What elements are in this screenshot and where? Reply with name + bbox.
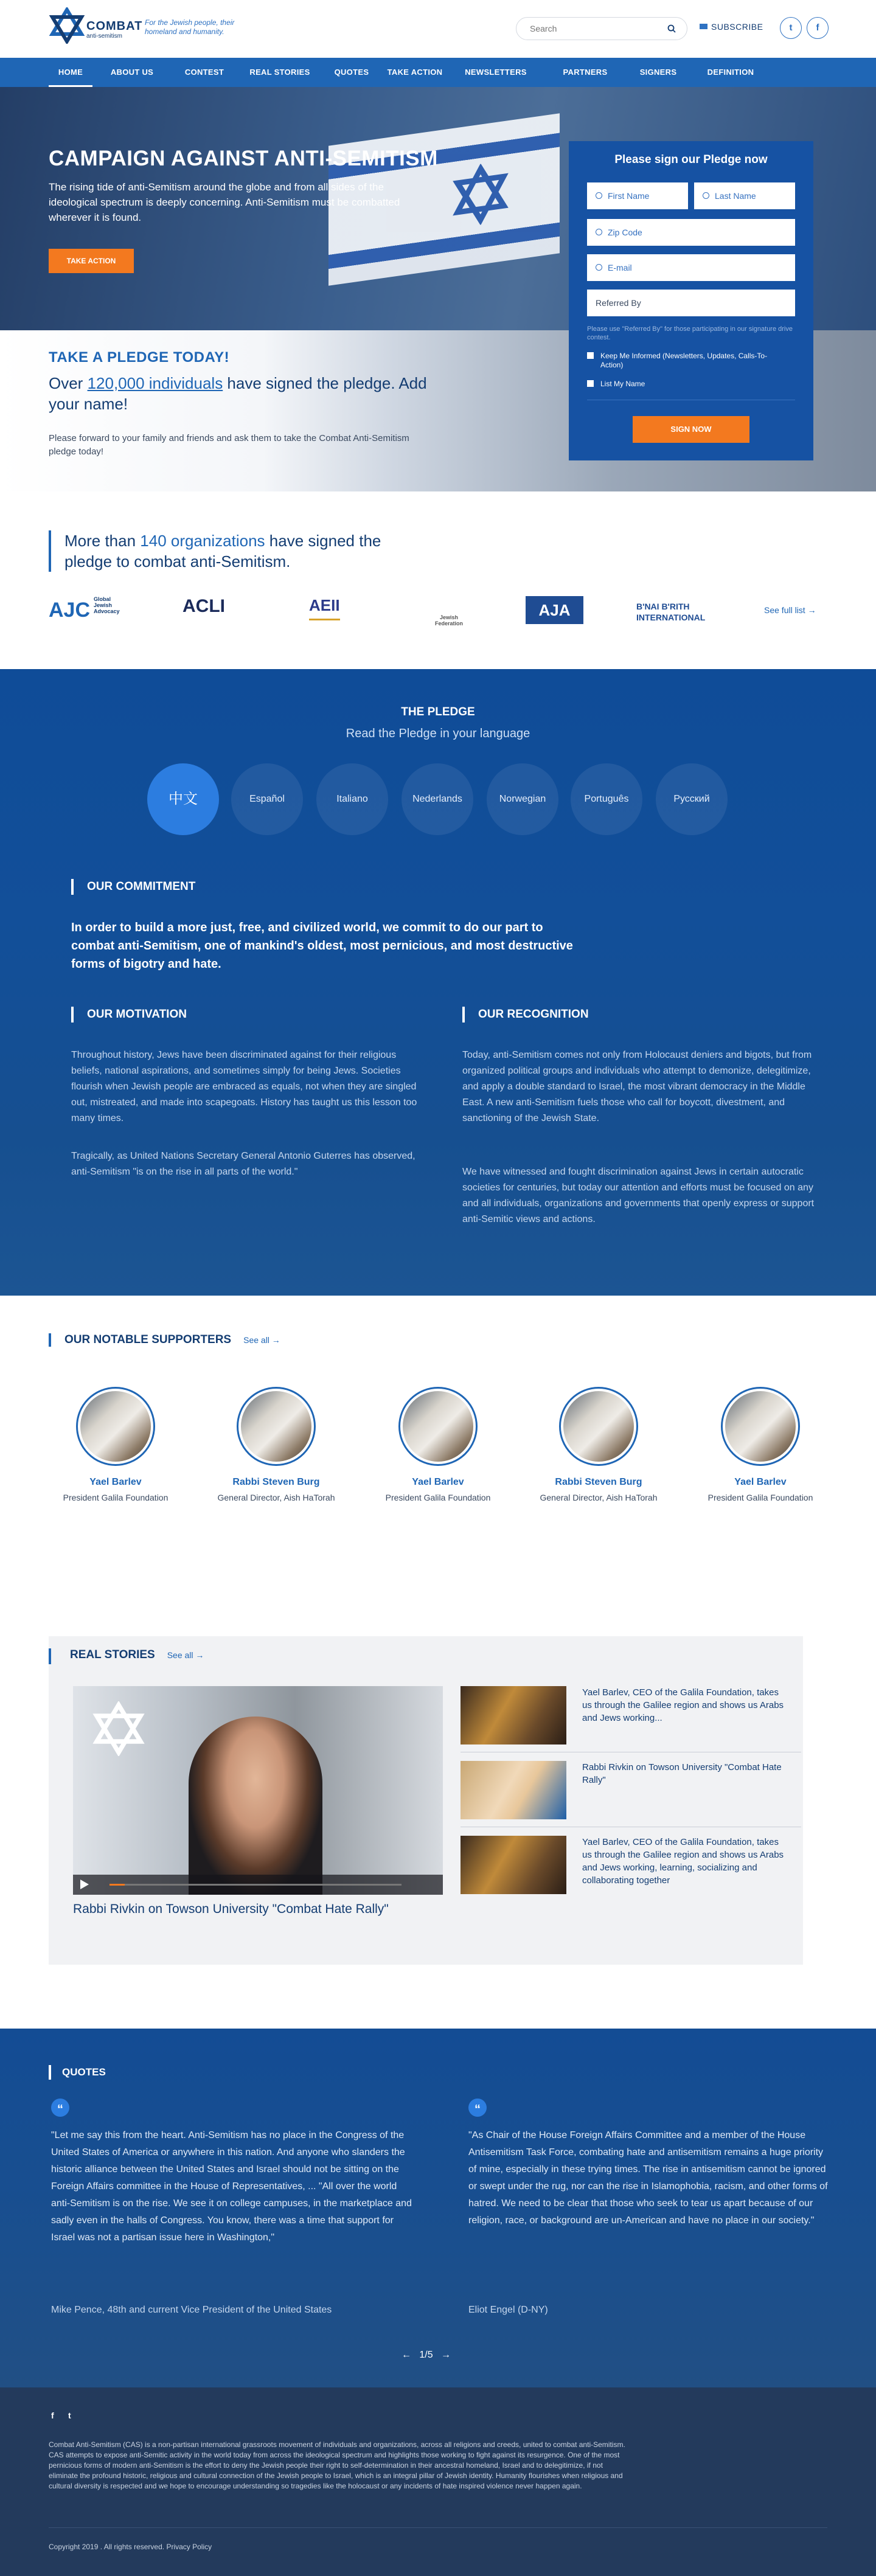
logo-word-combat: COMBAT	[86, 19, 143, 33]
org-logo-acli[interactable]: ACLI	[182, 596, 225, 616]
stories-see-all-link[interactable]: See all →	[167, 1650, 204, 1660]
supporter-name: Yael Barlev	[734, 1477, 787, 1487]
first-name-placeholder: First Name	[608, 191, 650, 201]
supporter-photo	[398, 1387, 478, 1466]
motivation-text-1: Throughout history, Jews have been discriminated against for their religious beliefs, national aspirations, and sometimes simply for being Jews. Societies flourish when Jewish people are embraced as equals, not when they are singled out, mistreated, and made into scapegoats. History has taught us this lesson too many times.	[71, 1050, 417, 1123]
hero-title: CAMPAIGN AGAINST ANTI-SEMITISM	[49, 147, 438, 170]
pager-label: 1/5	[419, 2350, 433, 2360]
video-progress-bar[interactable]	[109, 1884, 401, 1886]
supporter-role: President Galila Foundation	[707, 1493, 813, 1502]
orgs-heading	[49, 530, 426, 572]
user-icon	[703, 192, 709, 199]
quote-author: Mike Pence, 48th and current Vice President of the United States	[51, 2305, 332, 2315]
facebook-icon[interactable]: f	[807, 17, 829, 39]
star-of-david-icon	[49, 7, 85, 44]
see-all-label: See all	[243, 1335, 269, 1345]
lang-spanish[interactable]: Español	[231, 763, 303, 835]
referred-placeholder: Referred By	[596, 298, 641, 308]
last-name-field[interactable]	[694, 182, 795, 209]
forward-text: Please forward to your family and friends and ask them to take the Combat Anti-Semitism pledge today!	[49, 433, 409, 457]
top-header	[0, 0, 876, 58]
signed-pre: Over	[49, 374, 88, 392]
form-title: Please sign our Pledge now	[614, 153, 768, 166]
nav-signers[interactable]: SIGNERS	[639, 68, 677, 77]
org-logo-ajc-text: AJC	[49, 599, 91, 622]
pledge-title: THE PLEDGE	[401, 706, 475, 718]
twitter-icon[interactable]: t	[780, 17, 802, 39]
footer-about: Combat Anti-Semitism (CAS) is a non-partisan international grassroots movement of individuals and organizations, across all religions and creeds, united to combat anti-Semitism. CAS attempts to expose anti-Semitic activity in the world today from across the ideological spectrum and highlights those working to fight against its resurgence. One of the most pernicious forms of modern anti-Semitism is the effort to deny the Jewish people their right to self-determination in their ancestral homeland, Israel and to delegitimize, if not eliminate the profound historic, religious and cultural connection of the Jewish people to Israel, which is an integral pillar of Jewish identity. Humanity flourishes when religious and cultural diversity is respected and we hope to encourage understanding so tragedies like the holocaust or any incidents of hate inspired violence never happen again.	[49, 2440, 625, 2490]
supporter-role: President Galila Foundation	[63, 1493, 169, 1502]
flag-star-icon	[450, 160, 511, 229]
org-logo-federation[interactable]	[426, 596, 472, 627]
facebook-icon[interactable]: f	[51, 2411, 54, 2420]
search-icon[interactable]	[667, 24, 676, 33]
site-footer	[0, 2387, 876, 2576]
story-video-player[interactable]	[73, 1686, 443, 1895]
zip-placeholder: Zip Code	[608, 227, 642, 237]
supporter-name: Yael Barlev	[412, 1477, 464, 1487]
nav-contest[interactable]: CONTEST	[184, 68, 224, 77]
quote-icon: “	[51, 2099, 69, 2117]
list-name-label: List My Name	[600, 380, 645, 388]
orgs-post: have signed the pledge to combat anti-Semitism.	[64, 532, 381, 571]
supporter-name: Rabbi Steven Burg	[232, 1477, 320, 1487]
subscribe-link[interactable]	[700, 22, 763, 32]
checkbox-box[interactable]	[587, 380, 594, 387]
supporters-heading	[49, 1333, 280, 1347]
recognition-heading: OUR RECOGNITION	[462, 1007, 589, 1022]
supporter-card[interactable]	[700, 1387, 821, 1504]
video-controls	[73, 1875, 443, 1895]
lang-chinese[interactable]: 中文	[147, 763, 219, 835]
email-field[interactable]	[587, 254, 795, 281]
quotes-section	[0, 2029, 876, 2387]
arrow-right-icon: →	[807, 605, 816, 615]
video-thumbnail-person	[189, 1717, 322, 1895]
motivation-text-2: Tragically, as United Nations Secretary General Antonio Guterres has observed, anti-Semitism "is on the rise in all parts of the world."	[71, 1151, 415, 1177]
first-name-field[interactable]	[587, 182, 688, 209]
story-item[interactable]	[461, 1686, 801, 1745]
nav-take-action[interactable]: TAKE ACTION	[387, 68, 443, 77]
envelope-icon	[700, 24, 707, 29]
keep-informed-label: Keep Me Informed (Newsletters, Updates, Calls-To-Action)	[600, 352, 768, 369]
story-thumbnail	[461, 1761, 566, 1819]
take-action-button[interactable]: TAKE ACTION	[49, 249, 134, 273]
site-logo[interactable]	[49, 7, 143, 50]
referred-hint: Please use "Referred By" for those participating in our signature drive contest.	[587, 325, 793, 341]
supporter-card[interactable]	[377, 1387, 499, 1504]
story-title: Rabbi Rivkin on Towson University "Combat Hate Rally"	[582, 1762, 782, 1785]
privacy-policy-link[interactable]: Privacy Policy	[166, 2543, 212, 2551]
lang-russian[interactable]: Русский	[656, 763, 728, 835]
search-input[interactable]	[530, 24, 664, 33]
supporter-photo	[76, 1387, 155, 1466]
twitter-icon[interactable]: t	[68, 2411, 71, 2420]
footer-copyright-row	[49, 2543, 212, 2551]
prev-arrow-icon[interactable]: ←	[401, 2350, 411, 2360]
email-placeholder: E-mail	[608, 263, 632, 273]
quote-text: "Let me say this from the heart. Anti-Semitism has no place in the Congress of the United States of America or anywhere in this nation. And anyone who slanders the historic alliance between the United States and Israel should not be sitting on the Foreign Affairs committee in the House of Representatives, ... "All over the world anti-Semitism is on the rise. We see it on college campuses, in the marketplace and sadly even in the halls of Congress. You know, there was a time that support for Israel was not a partisan issue here in Washington,"	[51, 2130, 412, 2243]
keep-informed-checkbox[interactable]	[587, 352, 782, 370]
supporter-photo	[237, 1387, 316, 1466]
see-all-label: See all	[167, 1650, 193, 1660]
pledge-subtitle: Read the Pledge in your language	[346, 727, 530, 740]
video-caption[interactable]: Rabbi Rivkin on Towson University "Combat Hate Rally"	[73, 1902, 389, 1916]
see-full-list-label: See full list	[764, 605, 805, 615]
next-arrow-icon[interactable]: →	[440, 2350, 451, 2360]
supporter-role: General Director, Aish HaTorah	[540, 1493, 658, 1502]
logo-word-antisemitism: anti-semitism	[86, 33, 122, 40]
supporter-card[interactable]	[55, 1387, 176, 1504]
nav-quotes[interactable]: QUOTES	[334, 68, 369, 77]
supporter-photo	[559, 1387, 638, 1466]
signed-post: have signed the pledge. Add your name!	[49, 374, 427, 413]
copyright-text: Copyright 2019 . All rights reserved.	[49, 2543, 165, 2551]
location-icon	[596, 229, 602, 235]
stories-heading-bar	[49, 1648, 51, 1664]
orgs-pre: More than	[64, 532, 141, 550]
supporters-title: OUR NOTABLE SUPPORTERS	[64, 1333, 232, 1346]
lang-italian[interactable]: Italiano	[316, 763, 388, 835]
org-logo-bnai-brith[interactable]: B'NAI B'RITH INTERNATIONAL	[636, 602, 706, 622]
org-logo-ajc[interactable]	[49, 596, 130, 627]
supporter-card[interactable]	[215, 1387, 337, 1504]
checkbox-box[interactable]	[587, 352, 594, 359]
org-logo-aepi[interactable]: AEII	[309, 596, 340, 620]
supporter-photo	[721, 1387, 800, 1466]
quote-icon: “	[468, 2099, 487, 2117]
quote-text: "As Chair of the House Foreign Affairs Committee and a member of the House Antisemitism Task Force, combating hate and antisemitism remains a huge priority of mine, especially in these trying times. The rise in antisemitism cannot be ignored or swept under the rug, nor can the rise in Islamophobia, racism, and other forms of hatred. We need to be clear that those who seek to tear us apart because of our religion, race, or background are un-American and have no place in our society."	[468, 2130, 828, 2226]
story-item[interactable]	[461, 1836, 801, 1894]
lang-dutch[interactable]: Nederlands	[401, 763, 473, 835]
org-logo-ajc-sub: Global Jewish Advocacy	[94, 596, 120, 614]
org-logo-federation-text: Jewish Federation	[434, 614, 463, 627]
org-logo-aja[interactable]: AJA	[526, 596, 583, 624]
supporter-role: General Director, Aish HaTorah	[217, 1493, 335, 1502]
commitment-text: In order to build a more just, free, and civilized world, we commit to do our part to combat anti-Semitism, one of mankind's oldest, most pernicious, and most destructive forms of bigotry and hate.	[71, 921, 573, 971]
story-thumbnail	[461, 1686, 566, 1745]
story-item[interactable]	[461, 1761, 801, 1819]
play-icon[interactable]	[80, 1880, 89, 1889]
stories-heading	[70, 1648, 204, 1662]
lang-portuguese[interactable]: Português	[571, 763, 642, 835]
supporter-name: Rabbi Steven Burg	[555, 1477, 642, 1487]
nav-real-stories[interactable]: REAL STORIES	[249, 68, 310, 77]
quote-author: Eliot Engel (D-NY)	[468, 2305, 548, 2315]
quotes-pager	[401, 2350, 451, 2361]
zip-code-field[interactable]	[587, 219, 795, 246]
user-icon	[596, 192, 602, 199]
story-thumbnail	[461, 1836, 566, 1894]
list-name-checkbox[interactable]	[587, 380, 782, 389]
story-title: Yael Barlev, CEO of the Galila Foundation, takes us through the Galilee region and shows us Arabs and Jews working, learning, socializing and collaborating together	[582, 1837, 784, 1886]
last-name-placeholder: Last Name	[715, 191, 756, 201]
commitment-heading: OUR COMMITMENT	[71, 879, 195, 895]
signed-count-text	[49, 373, 438, 414]
hero-lead: The rising tide of anti-Semitism around the globe and from all sides of the ideological spectrum is deeply concerning. Anti-Semitism must be combatted wherever it is found.	[49, 181, 400, 223]
nav-about-us[interactable]: ABOUT US	[110, 68, 154, 77]
subscribe-label: SUBSCRIBE	[711, 22, 763, 32]
quotes-heading: QUOTES	[49, 2065, 106, 2080]
sign-now-button[interactable]: SIGN NOW	[633, 416, 749, 443]
supporter-card[interactable]	[538, 1387, 659, 1504]
stories-title: REAL STORIES	[70, 1648, 155, 1661]
supporter-name: Yael Barlev	[89, 1477, 142, 1487]
nav-home[interactable]: HOME	[49, 58, 92, 87]
pledge-section	[0, 669, 876, 1296]
pledge-heading: TAKE A PLEDGE TODAY!	[49, 349, 230, 366]
lang-norwegian[interactable]: Norwegian	[487, 763, 558, 835]
signed-count-link[interactable]: 120,000 individuals	[87, 374, 223, 392]
search-box	[516, 17, 687, 40]
supporters-see-all-link[interactable]: See all →	[243, 1335, 280, 1345]
site-tagline: For the Jewish people, their homeland and humanity.	[145, 18, 235, 36]
nav-partners[interactable]: PARTNERS	[563, 68, 608, 77]
nav-definition[interactable]: DEFINITION	[707, 68, 754, 77]
footer-divider	[49, 2527, 827, 2528]
motivation-heading: OUR MOTIVATION	[71, 1007, 187, 1022]
nav-newsletters[interactable]: NEWSLETTERS	[465, 68, 527, 77]
story-title: Yael Barlev, CEO of the Galila Foundation, takes us through the Galilee region and shows us Arabs and Jews working...	[582, 1687, 784, 1723]
recognition-text-1: Today, anti-Semitism comes not only from Holocaust deniers and bigots, but from organized political groups and individuals who attempt to demonize, delegitimize, and apply a double standard to Israel, the most vibrant democracy in the Middle East. A new anti-Semitism fuels those who call for boycott, divestment, and sanctioning of the Jewish State.	[462, 1050, 812, 1123]
main-nav	[0, 58, 876, 87]
recognition-text-2: We have witnessed and fought discrimination against Jews in certain autocratic societies for centuries, but today our attention and efforts must be focused on any and all individuals, organizations and governments that openly express or support anti-Semitic views and actions.	[462, 1167, 815, 1224]
supporter-role: President Galila Foundation	[385, 1493, 491, 1502]
pledge-form	[569, 141, 813, 460]
video-logo-icon	[91, 1701, 146, 1756]
see-full-list-link[interactable]	[764, 605, 816, 615]
orgs-count-link[interactable]: 140 organizations	[140, 532, 265, 550]
mail-icon	[596, 264, 602, 271]
referred-by-field[interactable]	[587, 290, 795, 316]
